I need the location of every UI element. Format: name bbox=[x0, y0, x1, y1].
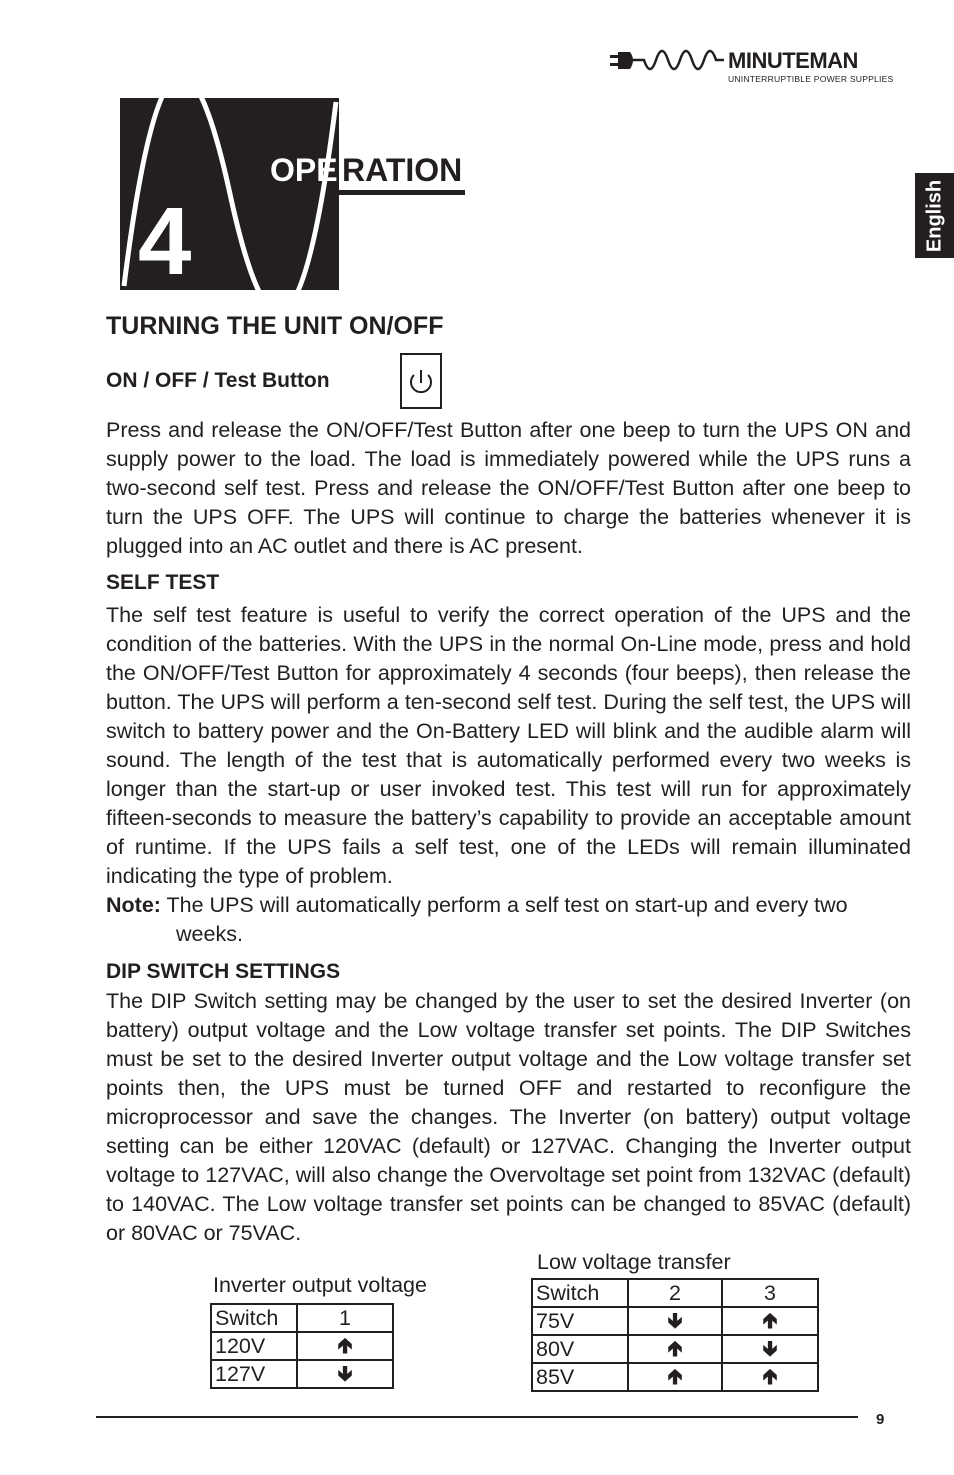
inverter-table-caption: Inverter output voltage bbox=[213, 1273, 427, 1297]
chapter-title-part2: RATION bbox=[342, 152, 463, 188]
arrow-up-icon: 🢁 bbox=[337, 1333, 353, 1358]
table-header-cell: 3 bbox=[722, 1279, 818, 1307]
note-label: Note: bbox=[106, 893, 161, 917]
language-tab bbox=[915, 173, 954, 258]
arrow-down-icon: 🢃 bbox=[762, 1336, 778, 1361]
arrow-up-icon: 🢁 bbox=[667, 1336, 683, 1361]
table-cell: 85V bbox=[532, 1363, 628, 1391]
table-header-cell: 1 bbox=[297, 1304, 393, 1332]
button-paragraph: Press and release the ON/OFF/Test Button after one beep to turn the UPS ON and supply power to the load. The load is immediately powered while the UPS runs a two-second self test. Press and release the ON/OFF/Test Button after one beep to turn the UPS OFF. The UPS will continue to charge the batteries whenever it is plugged into an AC outlet and there is AC present. bbox=[106, 418, 911, 558]
table-cell bbox=[722, 1363, 818, 1391]
table-cell bbox=[297, 1360, 393, 1388]
logo-wordmark: MINUTEMAN bbox=[728, 48, 858, 73]
table-cell: 120V bbox=[211, 1332, 297, 1360]
table-cell: 75V bbox=[532, 1307, 628, 1335]
table-header-cell: 2 bbox=[628, 1279, 722, 1307]
table-cell bbox=[722, 1335, 818, 1363]
self-test-heading: SELF TEST bbox=[106, 571, 220, 594]
minuteman-logo bbox=[610, 48, 900, 84]
chapter-number: 4 bbox=[138, 188, 192, 295]
table-header-cell: Switch bbox=[532, 1279, 628, 1307]
language-label: English bbox=[923, 179, 945, 252]
table-cell bbox=[297, 1332, 393, 1360]
note-paragraph bbox=[106, 891, 911, 920]
table-cell bbox=[628, 1363, 722, 1391]
table-row bbox=[211, 1360, 393, 1388]
plug-wave-icon bbox=[610, 48, 728, 84]
arrow-up-icon: 🢁 bbox=[762, 1364, 778, 1389]
table-cell: 80V bbox=[532, 1335, 628, 1363]
self-test-paragraph: The self test feature is useful to verify the correct operation of the UPS and the condition of the batteries. With the UPS in the normal On-Line mode, press and hold the ON/OFF/Test Button for approximately 4 seconds (four beeps), then release the button. The UPS will perform a ten-second self test. During the self test, the UPS will switch to battery power and the On-Battery LED will blink and the audible alarm will sound. The length of the test that is automatically performed every two weeks is longer than the start-up or user invoked test. This test will run for approximately fifteen-seconds to measure the battery’s capability to provide an acceptable amount of runtime. If the UPS fails a self test, one of the LEDs will remain illuminated indicating the type of problem. bbox=[106, 603, 911, 888]
table-cell bbox=[628, 1335, 722, 1363]
footer-rule bbox=[96, 1416, 858, 1418]
transfer-table-caption: Low voltage transfer bbox=[537, 1250, 731, 1274]
dip-heading: DIP SWITCH SETTINGS bbox=[106, 960, 341, 983]
power-icon bbox=[402, 355, 440, 407]
table-cell bbox=[722, 1307, 818, 1335]
arrow-down-icon: 🢃 bbox=[337, 1361, 353, 1386]
section-title: TURNING THE UNIT ON/OFF bbox=[106, 312, 444, 340]
power-button-graphic bbox=[400, 353, 442, 409]
chapter-title-part1: OPE bbox=[270, 152, 338, 188]
arrow-up-icon: 🢁 bbox=[667, 1364, 683, 1389]
table-cell bbox=[628, 1307, 722, 1335]
table-row bbox=[211, 1304, 393, 1332]
inverter-table bbox=[210, 1303, 394, 1389]
logo-tagline: UNINTERRUPTIBLE POWER SUPPLIES bbox=[728, 74, 894, 84]
table-cell: 127V bbox=[211, 1360, 297, 1388]
note-text: The UPS will automatically perform a self test on start-up and every two bbox=[166, 893, 848, 917]
table-row bbox=[532, 1335, 818, 1363]
page-number: 9 bbox=[876, 1411, 885, 1428]
chapter-banner bbox=[120, 98, 470, 295]
dip-paragraph: The DIP Switch setting may be changed by the user to set the desired Inverter (on battery) output voltage and the Low voltage transfer set points. The DIP Switches must be set to the desired Inverter output voltage and the Low voltage transfer set points then, the UPS must be turned OFF and restarted to reconfigure the microprocessor and save the changes. The Inverter (on battery) output voltage setting can be either 120VAC (default) or 127VAC. Changing the Inverter output voltage to 127VAC, will also change the Overvoltage set point from 132VAC (default) to 140VAC. The Low voltage transfer set points can be changed to 85VAC (default) or 80VAC or 75VAC. bbox=[106, 989, 911, 1245]
table-row bbox=[532, 1307, 818, 1335]
transfer-table bbox=[531, 1278, 819, 1392]
table-header-cell: Switch bbox=[211, 1304, 297, 1332]
arrow-down-icon: 🢃 bbox=[667, 1308, 683, 1333]
table-row bbox=[532, 1279, 818, 1307]
arrow-up-icon: 🢁 bbox=[762, 1308, 778, 1333]
table-row bbox=[532, 1363, 818, 1391]
button-heading: ON / OFF / Test Button bbox=[106, 369, 330, 392]
table-row bbox=[211, 1332, 393, 1360]
note-text-continued: weeks. bbox=[176, 922, 243, 946]
